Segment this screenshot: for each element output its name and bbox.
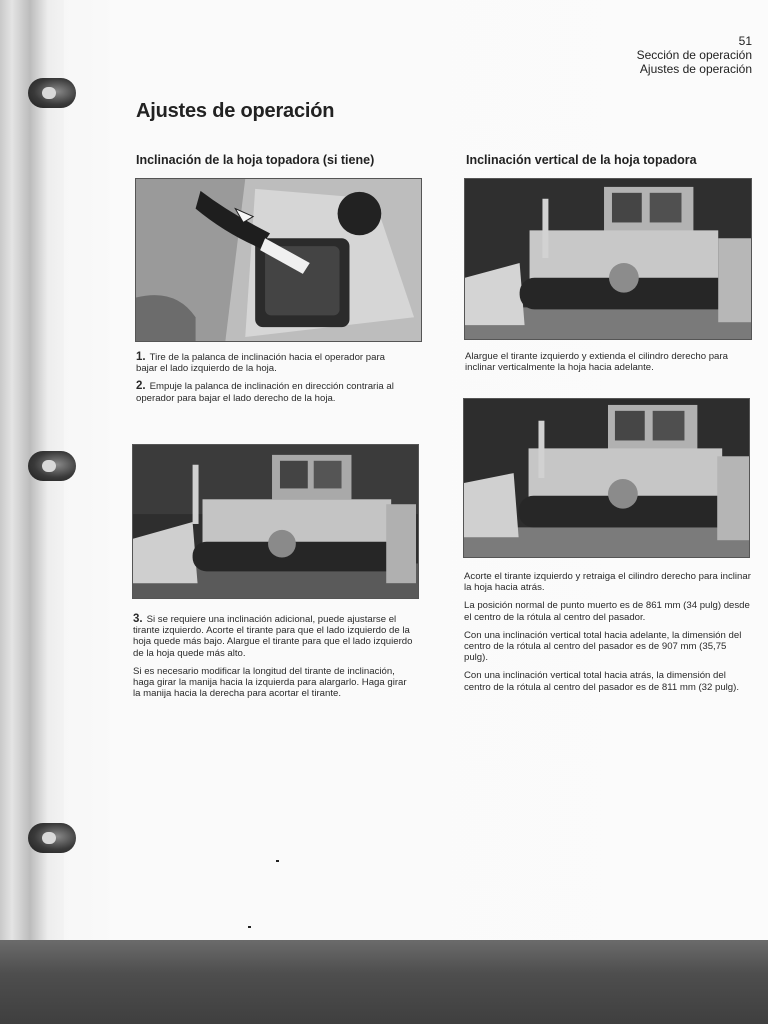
- tilt-lever-photo: [135, 178, 422, 342]
- caption-back: Acorte el tirante izquierdo y retraiga el cilindro derecho para inclinar la hoja hacia atrás.: [464, 571, 751, 594]
- dozer-tilt-photo: [132, 444, 419, 599]
- forward-tilt-note: Con una inclinación vertical total hacia adelante, la dimensión del centro de la rótula al centro del pasador es de 907 mm (35,75 pulg).: [464, 629, 742, 664]
- speck: [276, 860, 279, 862]
- section-name: Sección de operación: [636, 48, 752, 62]
- page-title: Ajustes de operación: [136, 100, 335, 122]
- tilt-brace-note: Si es necesario modificar la longitud del tirante de inclinación, haga girar la manija hacia la izquierda para alargarlo. Haga girar la manija hacia la derecha para acortar el tirante.: [133, 665, 407, 700]
- left-section-heading: Inclinación de la hoja topadora (si tiene): [136, 153, 375, 167]
- binder-ring: [28, 451, 76, 481]
- right-section-heading: Inclinación vertical de la hoja topadora: [466, 153, 697, 167]
- caption-forward: Alargue el tirante izquierdo y extienda el cilindro derecho para inclinar verticalmente la hoja hacia adelante.: [465, 351, 728, 374]
- neutral-position-note: La posición normal de punto muerto es de 861 mm (34 pulg) desde el centro de la rótula al centro del pasador.: [464, 600, 750, 623]
- dozer-pitch-back-photo: [463, 398, 750, 558]
- step-1: 1. Tire de la palanca de inclinación hacia el operador para bajar el lado izquierdo de la hoja.: [136, 351, 385, 375]
- running-header: [637, 34, 752, 76]
- binder-ring: [28, 78, 76, 108]
- page-number: 51: [738, 34, 752, 48]
- scan-shadow: [0, 940, 768, 1024]
- binder-ring: [28, 823, 76, 853]
- speck: [248, 926, 251, 928]
- back-tilt-note: Con una inclinación vertical total hacia atrás, la dimensión del centro de la rótula al centro del pasador es de 811 mm (32 pulg).: [464, 670, 740, 693]
- subsection-name: Ajustes de operación: [639, 62, 752, 76]
- right-column-text: [464, 571, 752, 700]
- step-3: 3. Si se requiere una inclinación adicional, puede ajustarse el tirante izquierdo. Acorte el tirante para que el lado izquierdo de la hoja quede más bajo. Alargue el tirante para que el lado izquierdo de la hoja quede más alto.: [133, 613, 413, 659]
- dozer-pitch-forward-photo: [464, 178, 752, 340]
- left-steps-1-2: [136, 352, 408, 411]
- step-2: 2. Empuje la palanca de inclinación en dirección contraria al operador para bajar el lado derecho de la hoja.: [136, 380, 394, 404]
- left-step-3: [133, 614, 413, 706]
